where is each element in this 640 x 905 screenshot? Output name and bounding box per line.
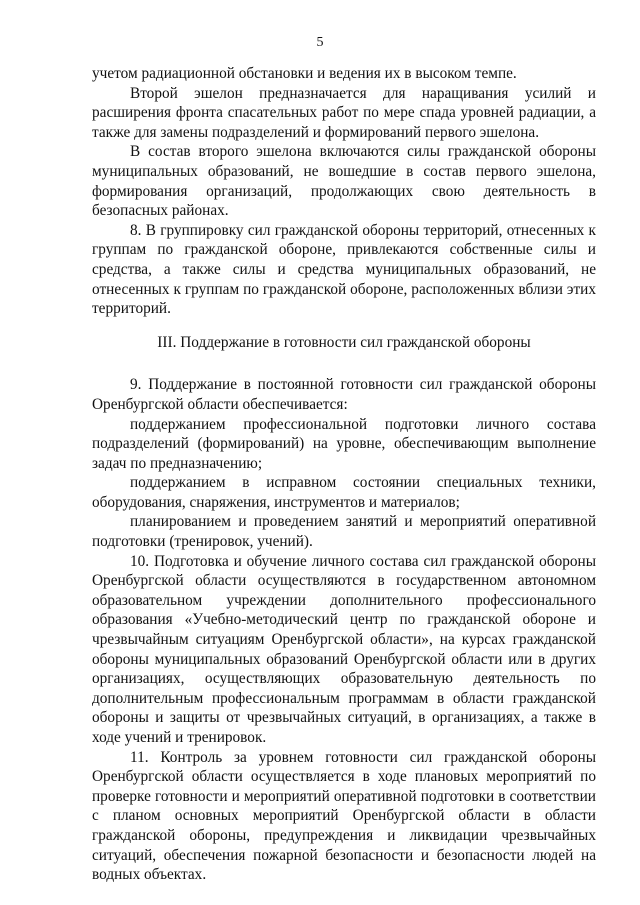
section-heading: III. Поддержание в готовности сил гражданской обороны bbox=[157, 333, 531, 351]
page-number: 5 bbox=[316, 35, 324, 50]
paragraph-continuation: учетом радиационной обстановки и ведения их в высоком темпе. bbox=[92, 65, 517, 82]
paragraph-item-11: 11. Контроль за уровнем готовности сил гражданской обороны Оренбургской области осуществляется в ходе плановых мероприятий по проверке готовности и мероприятий оперативной подготовки в соответствии с планом основных мероприятий Оренбургской области в области гражданской обороны, предупреждения и ликвидации чрезвычайных ситуаций, обеспечения пожарной безопасности и безопасности людей на водных объектах. bbox=[92, 748, 596, 884]
paragraph-item-8: 8. В группировку сил гражданской обороны территорий, отнесенных к группам по гражданской обороне, привлекаются собственные силы и средства, а также силы и средства муниципальных образований, не отнесенных к группам по гражданской обороне, расположенных вблизи этих территорий. bbox=[92, 221, 596, 318]
paragraph-second-echelon: Второй эшелон предназначается для наращивания усилий и расширения фронта спасательных работ по мере спада уровней радиации, а также для замены подразделений и формирований первого эшелона. bbox=[92, 84, 596, 141]
paragraph-item-9-bullet-1: поддержанием профессиональной подготовки личного состава подразделений (формирований) на уровне, обеспечивающим выполнение задач по предназначению; bbox=[92, 415, 596, 472]
paragraph-second-echelon-composition: В состав второго эшелона включаются силы гражданской обороны муниципальных образований, не вошедшие в состав первого эшелона, формирования организаций, продолжающих свою деятельность в безопасных районах. bbox=[92, 143, 596, 220]
document-body bbox=[92, 64, 596, 885]
paragraph-item-10: 10. Подготовка и обучение личного состава сил гражданской обороны Оренбургской области осуществляются в государственном автономном образовательном учреждении дополнительного профессионального образования «Учебно-методический центр по гражданской обороне и чрезвычайным ситуациям Оренбургской области», на курсах гражданской обороны муниципальных образований Оренбургской области или в других организациях, осуществляющих образовательную деятельность по дополнительным профессиональным программам в области гражданской обороны и защиты от чрезвычайных ситуаций, в организациях, а также в ходе учений и тренировок. bbox=[92, 552, 596, 746]
paragraph-item-9-bullet-3: планированием и проведением занятий и мероприятий оперативной подготовки (тренировок, учений). bbox=[92, 513, 596, 551]
paragraph-item-9-bullet-2: поддержанием в исправном состоянии специальных техники, оборудования, снаряжения, инструментов и материалов; bbox=[92, 474, 596, 511]
paragraph-item-9: 9. Поддержание в постоянной готовности сил гражданской обороны Оренбургской области обеспечивается: bbox=[92, 376, 596, 413]
